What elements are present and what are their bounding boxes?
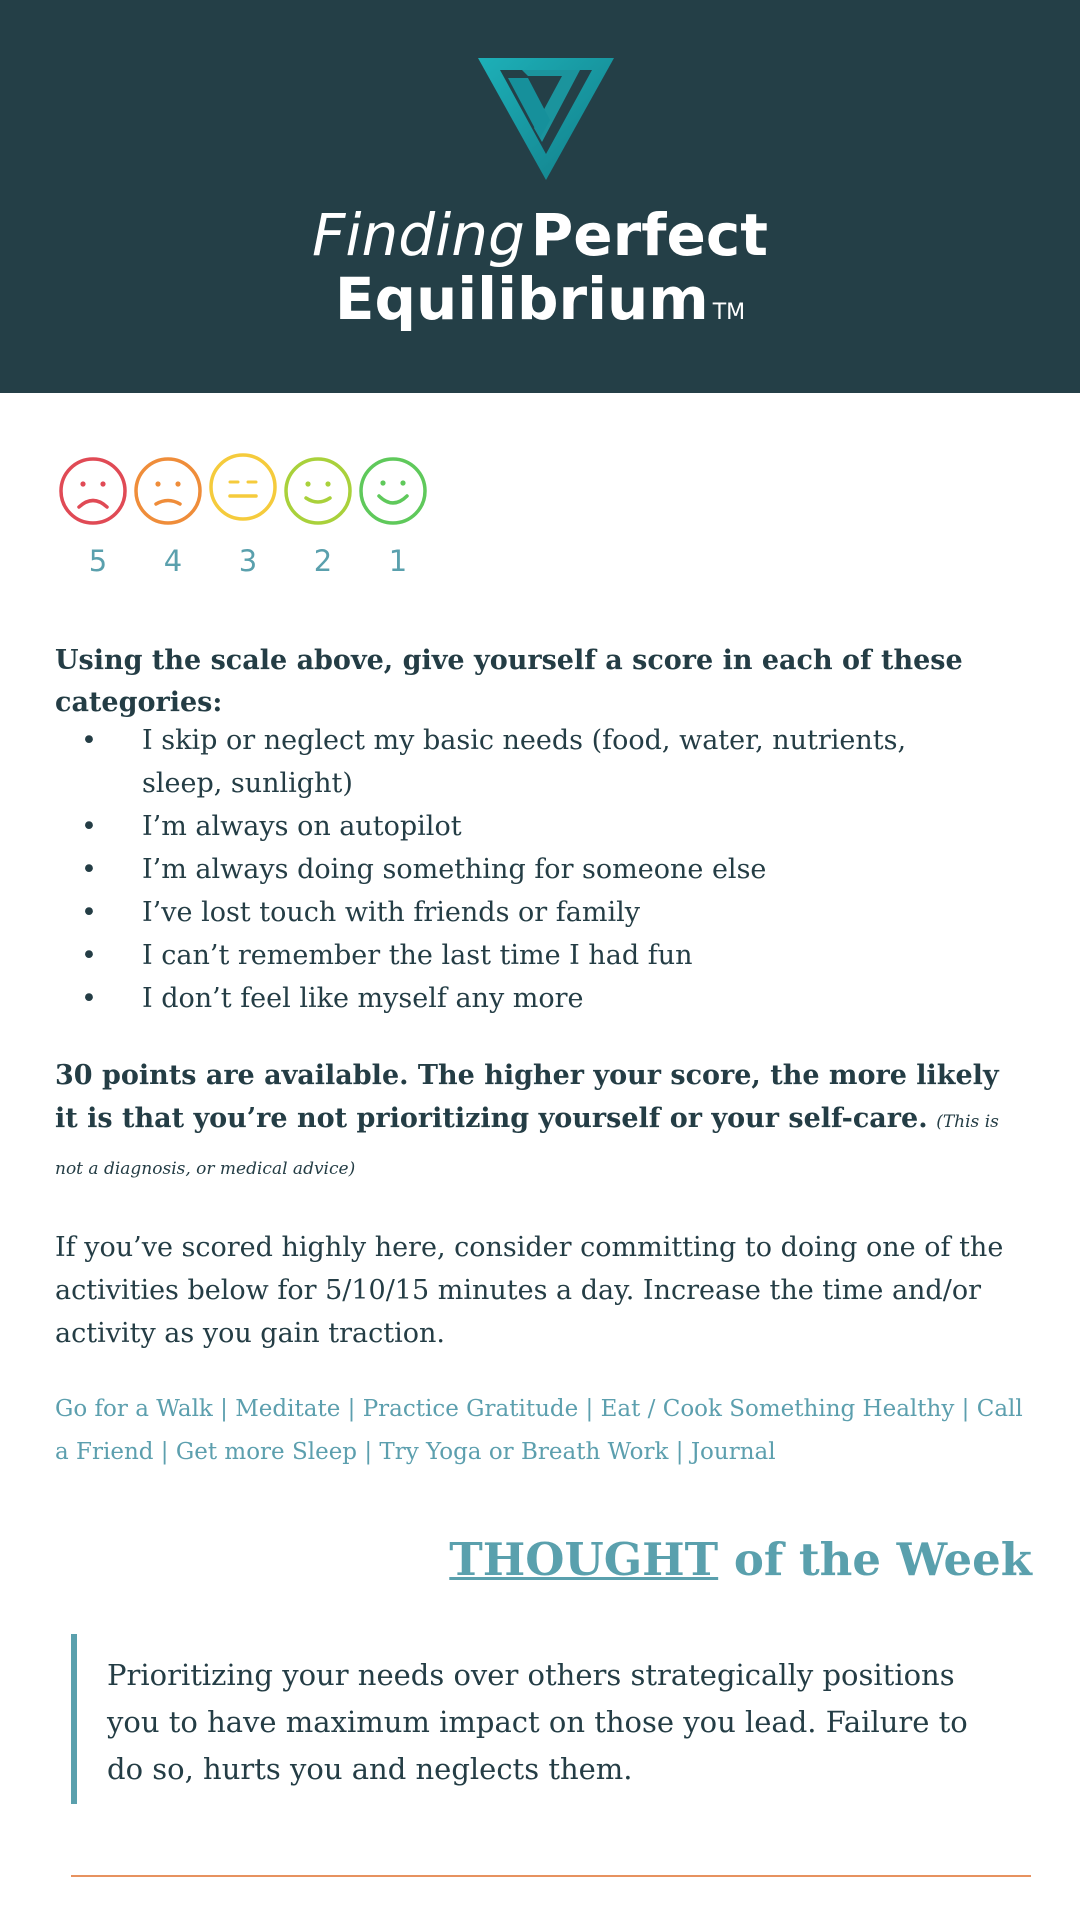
points-statement: 30 points are available. The higher your score, the more likely it is that you’re not prioritizing yourself or your self-care. bbox=[55, 1060, 999, 1134]
activity-links: Go for a Walk | Meditate | Practice Gratitude | Eat / Cook Something Healthy | Call a Friend | Get more Sleep | Try Yoga or Breath Work | Journal bbox=[55, 1396, 1023, 1465]
list-item: • I can’t remember the last time I had fun bbox=[55, 934, 955, 977]
thought-highlight[interactable]: THOUGHT bbox=[449, 1533, 719, 1586]
scale-label-4: 4 bbox=[163, 544, 183, 578]
list-item: • I’m always on autopilot bbox=[55, 805, 955, 848]
activity-link[interactable]: Eat / Cook Something Healthy bbox=[600, 1396, 955, 1422]
activity-link[interactable]: Meditate bbox=[235, 1396, 341, 1422]
brand-bold: Perfect bbox=[530, 201, 768, 269]
quote-text: Prioritizing your needs over others strategically positions you to have maximum impact on those you lead. Failure to do so, hurts you and neglects them. bbox=[107, 1658, 968, 1786]
thought-of-week-heading bbox=[449, 1530, 1032, 1590]
scale-label-1: 1 bbox=[388, 544, 408, 578]
scale-label-3: 3 bbox=[238, 544, 258, 578]
activity-link[interactable]: Journal bbox=[690, 1439, 776, 1465]
activity-link[interactable]: Get more Sleep bbox=[175, 1439, 358, 1465]
brand-name-line1 bbox=[0, 202, 1080, 268]
points-paragraph bbox=[55, 1054, 1030, 1191]
list-item: • I’ve lost touch with friends or family bbox=[55, 891, 955, 934]
brand-name-line2 bbox=[0, 266, 1080, 332]
activity-link[interactable]: Go for a Walk bbox=[55, 1396, 213, 1422]
sad-face-icon bbox=[133, 456, 203, 526]
thought-rest: of the Week bbox=[733, 1533, 1032, 1586]
triangle-logo-icon bbox=[478, 58, 614, 180]
list-item: • I skip or neglect my basic needs (food, water, nutrients, sleep, sunlight) bbox=[55, 719, 955, 805]
activity-link[interactable]: Practice Gratitude bbox=[362, 1396, 579, 1422]
activity-link[interactable]: Try Yoga or Breath Work bbox=[379, 1439, 669, 1465]
category-list bbox=[55, 719, 955, 1020]
scale-label-2: 2 bbox=[313, 544, 333, 578]
brand-equilibrium: Equilibrium bbox=[334, 265, 709, 333]
happy-face-icon bbox=[283, 456, 353, 526]
section-divider bbox=[71, 1875, 1031, 1877]
very-sad-face-icon bbox=[58, 456, 128, 526]
list-item: • I’m always doing something for someone else bbox=[55, 848, 955, 891]
scale-label-5: 5 bbox=[88, 544, 108, 578]
disclaimer-note: (This is not a diagnosis, or medical advice) bbox=[55, 1112, 999, 1179]
list-item: • I don’t feel like myself any more bbox=[55, 977, 955, 1020]
newsletter-header bbox=[0, 0, 1080, 393]
thought-quote bbox=[71, 1634, 1012, 1804]
brand-italic: Finding bbox=[312, 201, 525, 269]
activity-link[interactable]: Call a Friend bbox=[55, 1396, 1023, 1465]
scale-instructions: Using the scale above, give yourself a score in each of these categories: bbox=[55, 645, 963, 718]
trademark: TM bbox=[712, 300, 746, 325]
very-happy-face-icon bbox=[358, 456, 428, 526]
neutral-face-icon bbox=[208, 452, 278, 522]
advice-paragraph: If you’ve scored highly here, consider committing to doing one of the activities below for 5/10/15 minutes a day. Increase the time and/or activity as you gain traction. bbox=[55, 1232, 1004, 1349]
